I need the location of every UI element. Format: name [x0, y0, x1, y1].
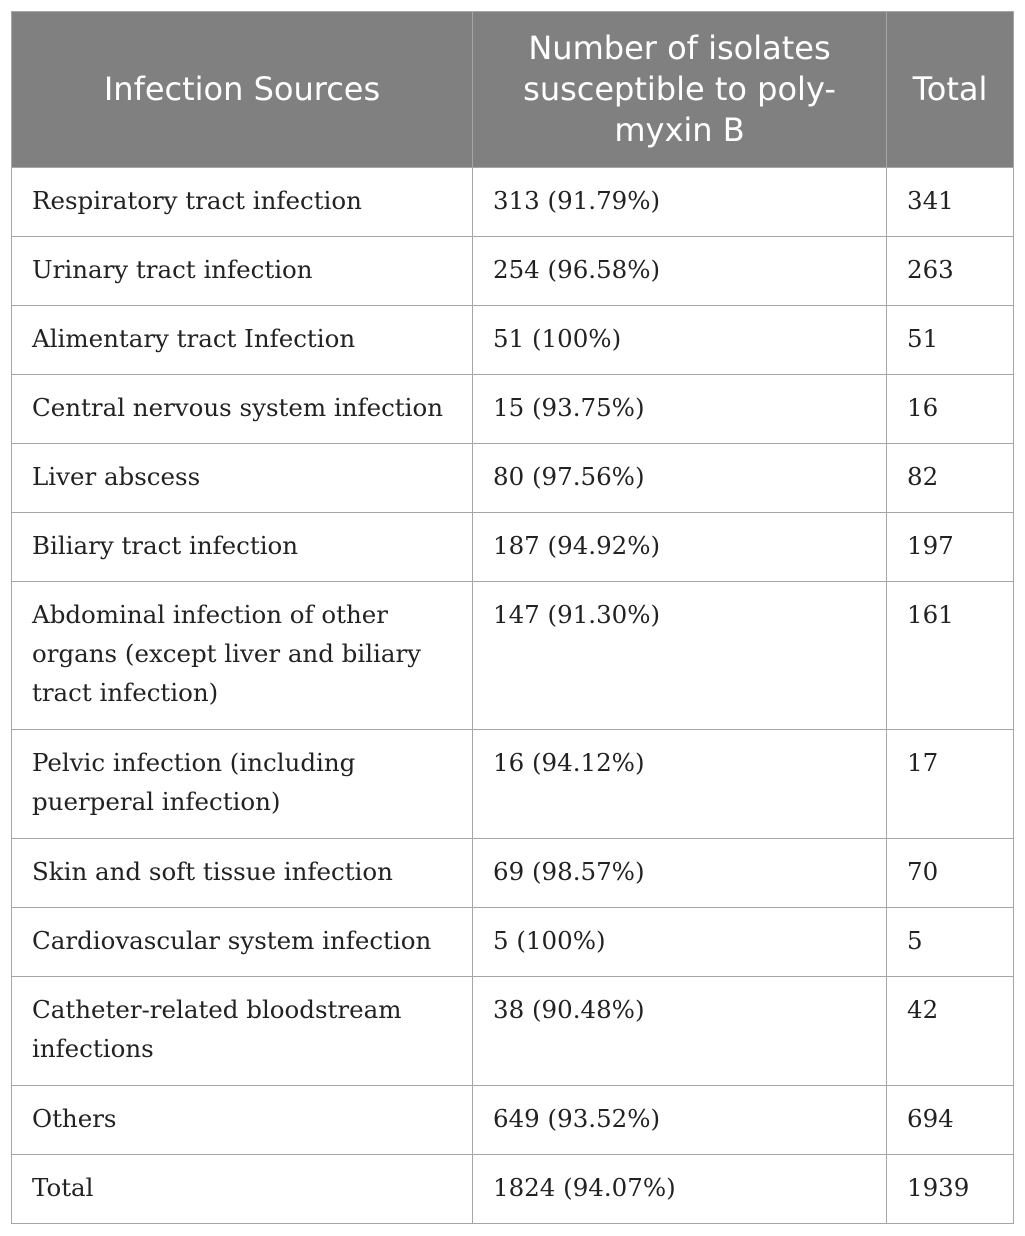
- cell-total: 5: [887, 908, 1014, 977]
- table-row: [12, 908, 1014, 977]
- table-row: [12, 582, 1014, 730]
- cell-source: Abdominal infection of other organs (except liver and biliary tract infection): [12, 582, 473, 730]
- cell-susceptible: 187 (94.92%): [473, 513, 887, 582]
- cell-source: Biliary tract infection: [12, 513, 473, 582]
- cell-total: 17: [887, 730, 1014, 839]
- header-total: Total: [887, 12, 1014, 168]
- cell-total: 16: [887, 375, 1014, 444]
- table-row: [12, 375, 1014, 444]
- cell-source: Alimentary tract Infection: [12, 306, 473, 375]
- cell-susceptible: 69 (98.57%): [473, 839, 887, 908]
- table-row: [12, 730, 1014, 839]
- cell-susceptible: 80 (97.56%): [473, 444, 887, 513]
- cell-total: 263: [887, 237, 1014, 306]
- cell-source: Central nervous system infection: [12, 375, 473, 444]
- cell-susceptible: 313 (91.79%): [473, 168, 887, 237]
- table-row: [12, 168, 1014, 237]
- cell-susceptible: 147 (91.30%): [473, 582, 887, 730]
- cell-susceptible: 15 (93.75%): [473, 375, 887, 444]
- cell-susceptible: 649 (93.52%): [473, 1086, 887, 1155]
- header-row: [12, 12, 1014, 168]
- cell-total: 42: [887, 977, 1014, 1086]
- infection-sources-table: [11, 11, 1014, 1224]
- cell-source: Pelvic infection (including puerperal infection): [12, 730, 473, 839]
- cell-susceptible: 16 (94.12%): [473, 730, 887, 839]
- cell-total: 341: [887, 168, 1014, 237]
- cell-source: Cardiovascular system infection: [12, 908, 473, 977]
- table-row: [12, 513, 1014, 582]
- cell-source: Others: [12, 1086, 473, 1155]
- cell-source: Urinary tract infection: [12, 237, 473, 306]
- table-row-total: [12, 1155, 1014, 1224]
- table-row: [12, 237, 1014, 306]
- cell-source: Liver abscess: [12, 444, 473, 513]
- table-body: [12, 168, 1014, 1224]
- cell-total: 82: [887, 444, 1014, 513]
- header-infection-sources: Infection Sources: [12, 12, 473, 168]
- cell-total: 161: [887, 582, 1014, 730]
- cell-susceptible: 5 (100%): [473, 908, 887, 977]
- table-header: [12, 12, 1014, 168]
- cell-total: 694: [887, 1086, 1014, 1155]
- table-row: [12, 839, 1014, 908]
- header-susceptible-isolates: Number of isolates susceptible to poly-myxin B: [473, 12, 887, 168]
- cell-total: 70: [887, 839, 1014, 908]
- cell-total: 1939: [887, 1155, 1014, 1224]
- table-row: [12, 444, 1014, 513]
- cell-susceptible: 38 (90.48%): [473, 977, 887, 1086]
- cell-source: Catheter-related bloodstream infections: [12, 977, 473, 1086]
- table-row: [12, 977, 1014, 1086]
- cell-total: 51: [887, 306, 1014, 375]
- cell-source: Total: [12, 1155, 473, 1224]
- cell-source: Skin and soft tissue infection: [12, 839, 473, 908]
- cell-total: 197: [887, 513, 1014, 582]
- cell-susceptible: 51 (100%): [473, 306, 887, 375]
- cell-susceptible: 1824 (94.07%): [473, 1155, 887, 1224]
- table-container: [11, 11, 1013, 1224]
- table-row: [12, 306, 1014, 375]
- cell-susceptible: 254 (96.58%): [473, 237, 887, 306]
- cell-source: Respiratory tract infection: [12, 168, 473, 237]
- table-row: [12, 1086, 1014, 1155]
